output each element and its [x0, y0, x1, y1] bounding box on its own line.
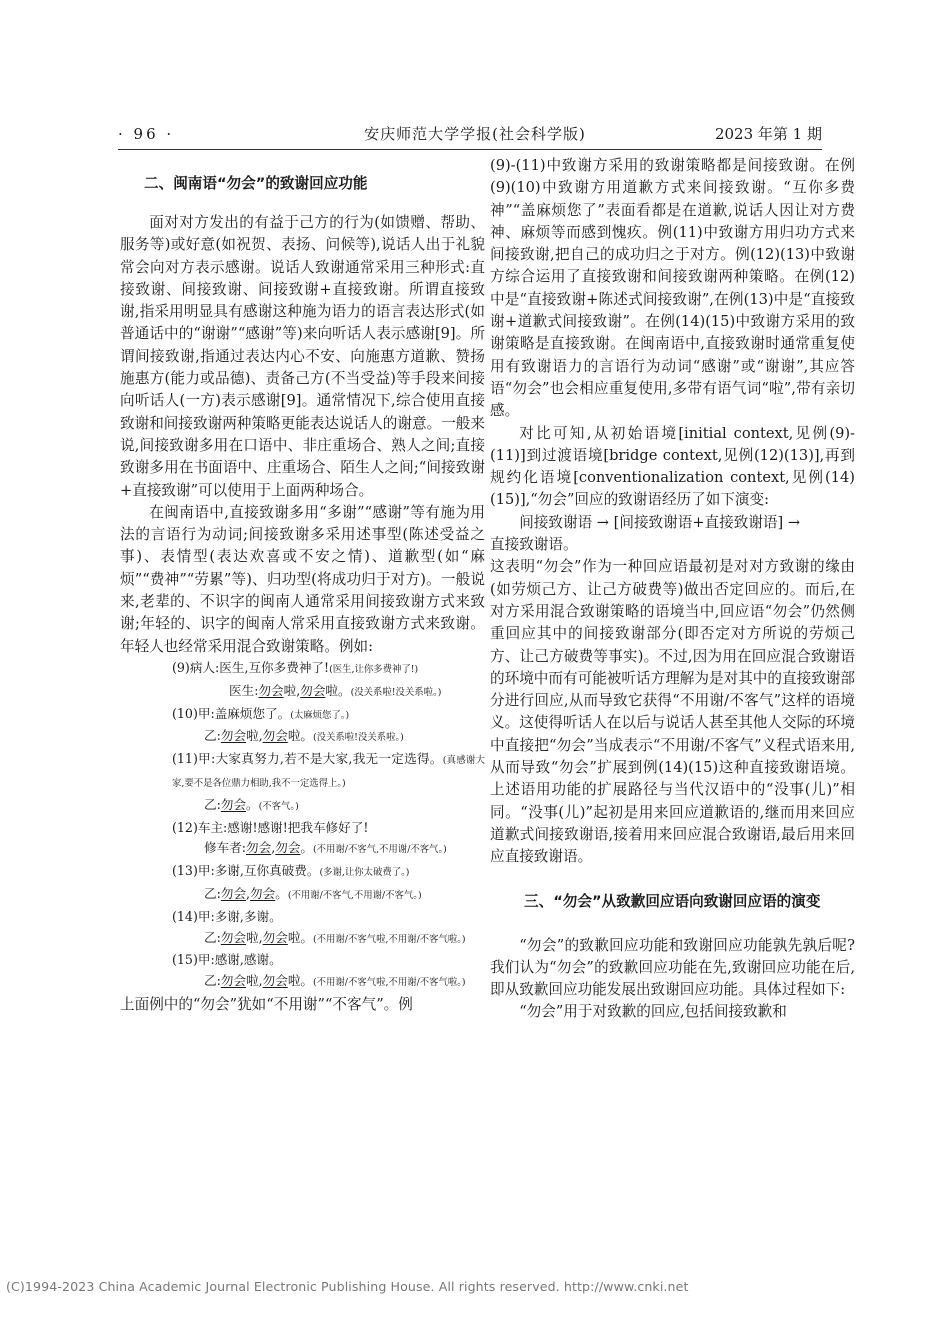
underlined-term: 勿会 — [262, 973, 288, 989]
example-text: (9)病人:医生,互你多费神了! — [172, 659, 330, 675]
example-line — [120, 907, 485, 928]
example-text: (11)甲:大家真努力,若不是大家,我无一定选得。 — [172, 751, 443, 767]
page-number: · 96 · — [118, 125, 175, 143]
example-line — [120, 838, 485, 861]
example-line — [120, 749, 485, 795]
example-line — [120, 658, 485, 681]
speaker-label: 修车者: — [204, 840, 247, 856]
example-text: 。 — [246, 796, 259, 812]
right-column — [490, 155, 855, 1024]
speaker-label: 乙: — [204, 796, 221, 812]
example-text: , — [246, 885, 251, 901]
gloss: (没关系啦!没关系啦。) — [350, 686, 442, 698]
underlined-term: 勿会 — [250, 885, 276, 901]
example-line — [120, 950, 485, 971]
example-text: 啦。 — [287, 929, 314, 945]
example-text: 啦。 — [325, 682, 351, 698]
paragraph: 上面例中的“勿会”犹如“不用谢”“不客气”。例 — [120, 995, 413, 1013]
formula-line: 间接致谢语 → [间接致谢语+直接致谢语] → — [519, 513, 801, 531]
example-text: (10)甲:盖麻烦您了。 — [172, 705, 291, 721]
example-text: , — [271, 840, 276, 856]
example-list — [120, 658, 485, 994]
gloss: (不用谢/不客气,不用谢/不客气。) — [313, 844, 447, 856]
underlined-term: 勿会 — [220, 796, 247, 812]
gloss: (真感谢大家,要不是各位鼎力相助,我不一定选得上。) — [172, 755, 485, 789]
gloss: (多谢,让你太破费了。) — [319, 867, 410, 879]
underlined-term: 勿会 — [262, 728, 288, 744]
paragraph: (9)-(11)中致谢方采用的致谢策略都是间接致谢。在例(9)(10)中致谢方用道歉方式来间接致谢。“互你多费神”“盖麻烦您了”表面看都是在道歉,说话人因让对方费神、麻烦等而感到愧疚。例(11)中致谢方用归功方式来间接致谢,把自己的成功归之于对方。例(12)(13)中致谢方综合运用了直接致谢和间接致谢两种策略。在例(12)中是“直接致谢+陈述式间接致谢”,在例(13)中是“直接致谢+道歉式间接致谢”。在例(14)(15)中致谢方采用的致谢策略是直接致谢。在闽南语中,直接致谢时通常重复使用有致谢语力的言语行为动词“感谢”或“谢谢”,其应答语“勿会”也会相应重复使用,多带有语气词“啦”,带有亲切感。 — [490, 157, 855, 420]
example-text: (15)甲:感谢,感谢。 — [172, 952, 282, 968]
example-line — [120, 861, 485, 884]
underlined-term: 勿会 — [300, 682, 326, 698]
paragraph: 面对对方发出的有益于己方的行为(如馈赠、帮助、服务等)或好意(如祝贺、表扬、问候等),说话人出于礼貌常会向对方表示感谢。说话人致谢通常采用三种形式:直接致谢、间接致谢、间接致谢+直接致谢。所谓直接致谢,指采用明显具有感谢这种施为语力的语言表达形式(如普通话中的“谢谢”“感谢”等)来向听话人表示感谢[9]。所谓间接致谢,指通过表达内心不安、向施惠方道歉、赞扬施惠方(能力或品德)、责备己方(不当受益)等手段来间接向听话人(一方)表示感谢[9]。通常情况下,综合使用直接致谢和间接致谢两种策略更能表达说话人的谢意。一般来说,间接致谢多用在口语中、非庄重场合、熟人之间;直接致谢多用在书面语中、庄重场合、陌生人之间;“间接致谢+直接致谢”可以使用于上面两种场合。 — [120, 214, 485, 499]
example-line — [120, 704, 485, 727]
paragraph: 在闽南语中,直接致谢多用“多谢”“感谢”等有施为用法的言语行为动词;间接致谢多采用述事型(陈述受益之事)、表情型(表达欢喜或不安之情)、道歉型(如“麻烦”“费神”“劳累”等)、归功型(将成功归于对方)。一般说来,老辈的、不识字的闽南人通常采用间接致谢方式来致谢;年轻的、识字的闽南人常采用直接致谢方式来致谢。年轻人也经常采用混合致谢策略。例如: — [120, 503, 485, 655]
copyright-footer: (C)1994-2023 China Academic Journal Electronic Publishing House. All rights reserved. http://www.cnki.net — [6, 1279, 689, 1294]
example-line — [120, 726, 485, 749]
example-line — [120, 971, 485, 994]
underlined-term: 勿会 — [246, 840, 272, 856]
underlined-term: 勿会 — [220, 728, 247, 744]
underlined-term: 勿会 — [275, 840, 301, 856]
paragraph: “勿会”用于对致歉的回应,包括间接致歉和 — [519, 1003, 787, 1021]
speaker-label: 乙: — [204, 728, 221, 744]
speaker-label: 医生: — [229, 682, 259, 698]
section-title-2: 二、闽南语“勿会”的致谢回应功能 — [144, 175, 368, 192]
speaker-label: 乙: — [204, 885, 221, 901]
example-text: 啦, — [283, 682, 301, 698]
underlined-term: 勿会 — [220, 973, 247, 989]
example-text: 啦, — [246, 929, 263, 945]
example-text: (12)车主:感谢!感谢!把我车修好了! — [172, 819, 369, 835]
formula-line-end: 直接致谢语。 — [490, 536, 578, 554]
gloss: (太麻烦您了。) — [290, 709, 350, 721]
gloss: (不用谢/不客气,不用谢/不客气。) — [287, 889, 422, 901]
example-text: 啦。 — [287, 728, 314, 744]
speaker-label: 乙: — [204, 973, 221, 989]
underlined-term: 勿会 — [220, 929, 247, 945]
example-line — [120, 928, 485, 951]
left-column — [120, 155, 485, 1016]
header-rule — [118, 149, 822, 150]
gloss: (没关系啦!没关系啦。) — [313, 732, 404, 744]
example-line — [120, 681, 485, 704]
example-text: 。 — [300, 840, 314, 856]
gloss: (不用谢/不客气啦,不用谢/不客气啦。) — [313, 933, 466, 945]
example-text: (14)甲:多谢,多谢。 — [172, 908, 282, 924]
paragraph: “勿会”的致歉回应功能和致谢回应功能孰先孰后呢?我们认为“勿会”的致歉回应功能在先,致谢回应功能在后,即从致歉回应功能发展出致谢回应功能。具体过程如下: — [490, 936, 855, 999]
paragraph: 这表明“勿会”作为一种回应语最初是对对方致谢的缘由(如劳烦己方、让己方破费等)做出否定回应的。而后,在对方采用混合致谢策略的语境当中,回应语“勿会”仍然侧重回应其中的间接致谢部分(即否定对方所说的劳烦己方、让己方破费等事实)。不过,因为用在回应混合致谢语的环境中而有可能被听话方理解为是对其中的直接致谢部分进行回应,从而导致它获得“不用谢/不客气”这样的语境义。这使得听话人在以后与说话人甚至其他人交际的环境中直接把“勿会”当成表示“不用谢/不客气”义程式语来用,从而导致“勿会”扩展到例(14)(15)这种直接致谢语境。上述语用功能的扩展路径与当代汉语中的“没事(儿)”相同。“没事(儿)”起初是用来回应道歉语的,继而用来回应道歉式间接致谢语,接着用来回应混合致谢语,最后用来回应直接致谢语。 — [490, 558, 855, 866]
issue-label: 2023 年第 1 期 — [714, 125, 822, 143]
example-text: 啦, — [246, 728, 263, 744]
underlined-term: 勿会 — [220, 885, 247, 901]
gloss: (医生,让你多费神了!) — [329, 663, 419, 675]
example-text: 。 — [275, 885, 288, 901]
paragraph: 对比可知,从初始语境[initial context,见例(9)-(11)]到过渡语境[bridge context,见例(12)(13)],再到规约化语境[conventionalization context,见例(14)(15)],“勿会”回应的致谢语经历了如下演变: — [490, 424, 855, 509]
underlined-term: 勿会 — [258, 682, 284, 698]
speaker-label: 乙: — [204, 929, 221, 945]
underlined-term: 勿会 — [262, 929, 288, 945]
gloss: (不用谢/不客气啦,不用谢/不客气啦。) — [313, 977, 466, 989]
example-text: 啦, — [246, 973, 263, 989]
example-text: (13)甲:多谢,互你真破费。 — [172, 863, 320, 879]
example-line — [120, 795, 485, 818]
section-title-3: 三、“勿会”从致歉回应语向致谢回应语的演变 — [524, 892, 821, 910]
journal-title: 安庆师范大学学报(社会科学版) — [364, 125, 586, 143]
gloss: (不客气。) — [258, 800, 299, 812]
example-line — [120, 884, 485, 907]
example-text: 啦。 — [287, 973, 314, 989]
example-line — [120, 818, 485, 839]
